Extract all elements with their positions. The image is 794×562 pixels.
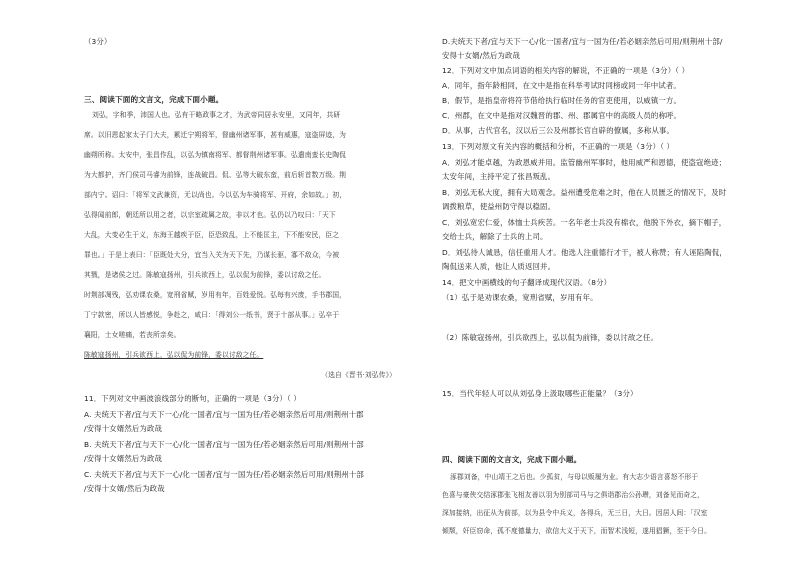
passage-source: （选自《晋书·刘弘传》） — [321, 371, 396, 379]
q13-stem: 13．下列对原文有关内容的概括和分析，不正确的一项是（3分）（ ） — [442, 142, 675, 151]
passage-line: 丁宁款密，所以人皆感悦，争赴之，咸曰：「得刘公一纸书，贤于十部从事。」弘卒于 — [84, 311, 340, 319]
q11-option-a: A. 夫统天下者/宜与天下一心/化一国者/宜与一国为任/若必姻亲然后可用/则荆州十郡 — [84, 410, 364, 419]
passage-line: 幽朔所称。太安中，张昌作乱，以弘为镇南将军、都督荆州诸军事。弘遣南蛮长史陶侃 — [84, 151, 347, 159]
section-4-heading: 四、阅读下面的文言文，完成下面小题。 — [442, 455, 582, 464]
q14-sub-2: （2）陈敏寇扬州，引兵欲西上，弘以侃为前锋，委以讨敌之任。 — [442, 333, 658, 342]
q11-option-d-cont: 安得十女婿/然后为政哉 — [442, 51, 521, 60]
passage-line: 其戮，是诸侯之过。陈敏寇扬州，引兵欲西上，弘以侃为前锋，委以讨敌之任。 — [84, 271, 326, 279]
q12-stem: 12．下列对文中加点词语的相关内容的解说，不正确的一项是（3分）（ ） — [442, 66, 690, 75]
passage-line: 深加接纳，出征从为前部，以为县令中兵义，各得兵，无三日，大日。因居人间：「汉室 — [442, 509, 708, 517]
passage-line: 倾颓，奸臣窃命，孤不度德量力，欲信大义于天下，而智术浅短，遂用猖獗，至于今日。 — [442, 527, 711, 535]
q13-option-a-cont: 太安年间，主持平定了张昌叛乱。 — [442, 172, 556, 181]
passage-line: 大乱，大变必生于义，东海王越疾于臣，臣恐致乱，上不能匡主，下不能安民，臣之 — [84, 231, 340, 239]
q11-option-c: C. 夫统天下者/宜与天下一心/化一国者/宜与一国为任/若必姻亲然后可用/则荆州十部 — [84, 470, 364, 479]
q13-option-c: C．刘弘宽宏仁爱，体恤士兵疾苦。一名年老士兵没有棉衣，他脱下外衣，摘下帽子， — [442, 218, 727, 227]
score-label: （3分） — [84, 37, 112, 46]
passage-line: 时荆部凋残，弘劝课农桑，宽刑省赋，岁用有年，百姓爱悦。弘每有兴废，手书郡国， — [84, 291, 347, 299]
passage-line: 部内宁。诏曰：「将军文武兼资，无以尚也。今以弘为车骑将军、开府，余如故。」初， — [84, 191, 347, 199]
q13-option-d-cont: 陶侃送来人质，他让人质返回并。 — [442, 262, 556, 271]
q11-option-b-cont: /安得十女婿然后为政哉 — [84, 454, 163, 463]
passage-line: 为大都护，齐门侯司马睿为前锋，连战破昌。侃、弘等大破东蛮，前后斩首数万级。荆 — [84, 171, 347, 179]
q14-stem: 14．把文中画横线的句子翻译成现代汉语。（8分） — [442, 278, 612, 287]
q14-sub-1: （1）弘于是劝课农桑，宽刑省赋，岁用有年。 — [442, 293, 598, 302]
q12-option-d: D．从事，古代官名，汉以后三公及州郡长官自辟的僚属，多称从事。 — [442, 126, 675, 135]
section-3-heading: 三、阅读下面的文言文，完成下面小题。 — [84, 95, 224, 104]
q13-option-c-cont: 交给士兵，解除了士兵的上司。 — [442, 232, 548, 241]
q15-stem: 15．当代年轻人可以从刘弘身上汲取哪些正能量？（3分） — [442, 389, 638, 398]
passage-underlined-sentence: 陈敏寇扬州，引兵欲西上，弘以侃为前锋，委以讨敌之任。 — [84, 351, 264, 359]
q13-option-d: D．刘弘待人诚恳，信任重用人才。他选人注重德行才干，被人称赞；有人诬陷陶侃， — [442, 248, 727, 257]
passage-line: 涿郡刘备，中山靖王之后也。少孤贫，与母以贩履为业。有大志少语言喜怒不形于 — [450, 473, 699, 481]
q12-option-c: C．州郡，在文中是指对汉魏晋的郡、州、郡属官中的高级人员的称呼。 — [442, 111, 682, 120]
q11-option-d: D.夫统天下者/宜与天下一心/化一国者/宜与一国为任/若必姻亲然后可用/则荆州十部/ — [442, 37, 723, 46]
left-column — [84, 0, 396, 562]
q13-option-a: A．刘弘才能卓越，为政恩威并用。监管幽州军事时，他用威严和恩德，使盗寇绝迹； — [442, 158, 727, 167]
q13-option-b: B．刘弘无私大度，拥有大局观念。益州遭受危难之时，他在人员匮乏的情况下，及时 — [442, 188, 727, 197]
q11-option-c-cont: /安得十女婿/然后为政哉 — [84, 484, 165, 493]
q11-option-b: B. 夫统天下者/宜与天下一心/化一国者/宜与一国为任/若必姻亲然后可用/则荆州十部 — [84, 440, 364, 449]
passage-line: 席。以旧恩起家太子门大夫，累迁宁朔将军，督幽州诸军事，甚有威惠，寇盗屏迹，为 — [84, 131, 347, 139]
q12-option-b: B．假节，是指皇帝将符节借给执行临时任务的官吏使用，以威镇一方。 — [442, 96, 681, 105]
q13-option-b-cont: 调拨粮草，使益州防守得以稳固。 — [442, 202, 556, 211]
passage-line: 刘弘，字和季，沛国人也。弘有干略政事之才，为武帝同居永安里，又同年，共研 — [92, 111, 341, 119]
q11-stem: 11．下列对文中画波浪线部分的断句，正确的一项是（3分）（ ） — [84, 394, 301, 403]
passage-line: 罪也。」于是上表曰：「臣既处大分，宜当入关为天下先，乃谋长驱，寡不敌众，今被 — [84, 251, 340, 259]
q11-option-a-cont: /安得十女婿然后为政哉 — [84, 424, 163, 433]
passage-line: 襄阳，士女嗟痛，若丧所亲矣。 — [84, 331, 181, 339]
q12-option-a: A．同年，指年龄相同，在文中是指在科举考试时同榜或同一年中试者。 — [442, 81, 681, 90]
right-column — [442, 0, 754, 562]
passage-line: 色喜与豪侠交结涿郡张飞相友善以羽为别部司马与之俱诣郡治公孙瓒，刘备见而奇之， — [442, 491, 705, 499]
passage-line: 弘得闻前郎，朝廷所以用之者，以宗室疏属之故，非以才也。弘仍以乃叹曰：「天下 — [84, 211, 336, 219]
